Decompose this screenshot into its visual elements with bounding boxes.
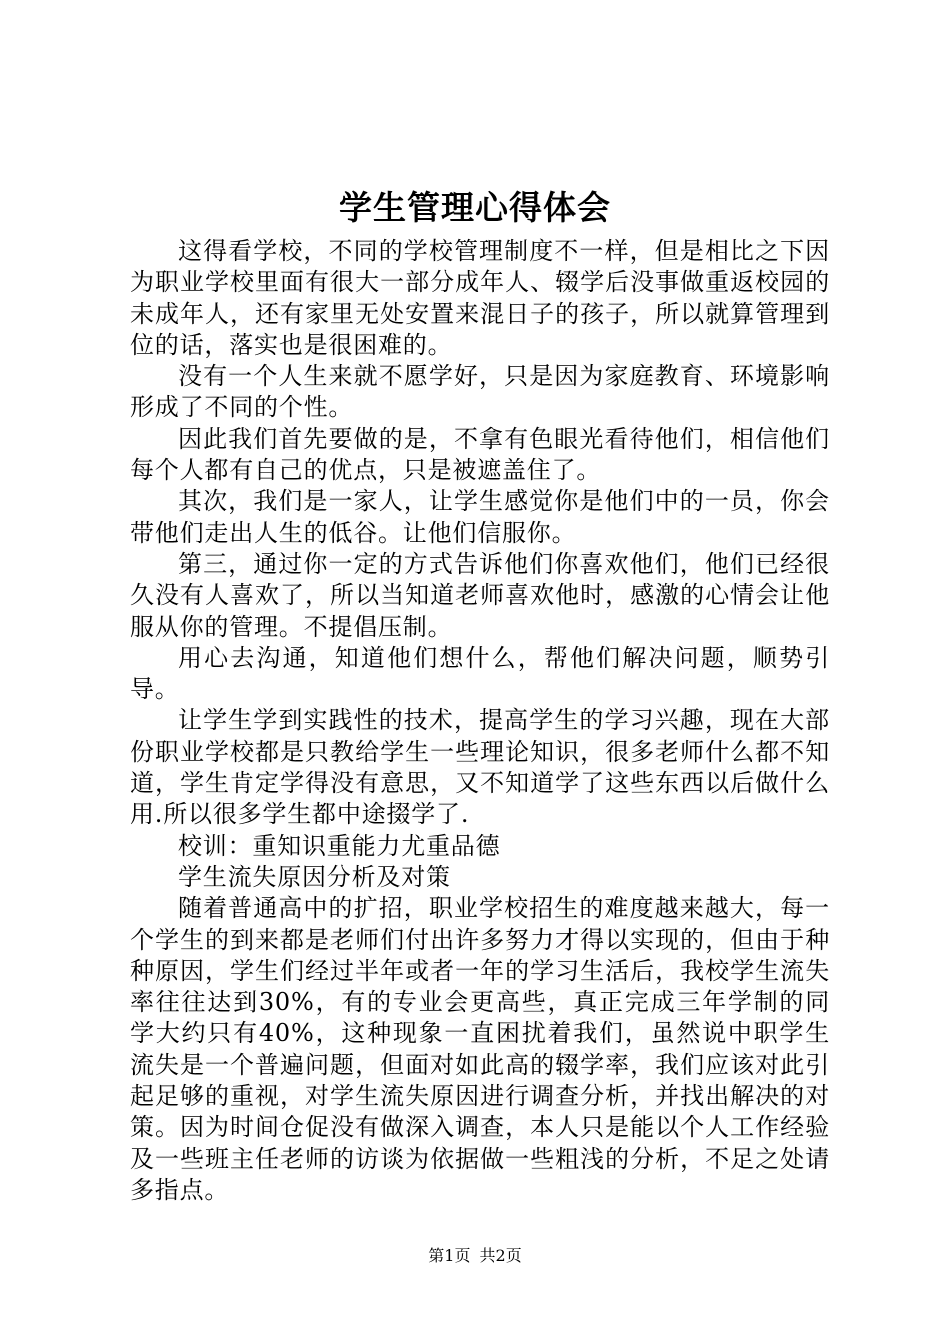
- paragraph: 没有一个人生来就不愿学好，只是因为家庭教育、环境影响形成了不同的个性。: [130, 362, 830, 422]
- paragraph: 用心去沟通，知道他们想什么，帮他们解决问题，顺势引导。: [130, 643, 830, 704]
- section-heading: 学生流失原因分析及对策: [178, 862, 451, 891]
- page-total: 共2页: [479, 1246, 522, 1265]
- document-body: [130, 236, 830, 1206]
- page-footer: [0, 1244, 950, 1268]
- paragraph: 随着普通高中的扩招，职业学校招生的难度越来越大，每一个学生的到来都是老师们付出许多努力才得以实现的，但由于种种原因，学生们经过半年或者一年的学习生活后，我校学生流失率往往达到30%，有的专业会更高些，真正完成三年学制的同学大约只有40%，这种现象一直困扰着我们，虽然说中职学生流失是一个普遍问题，但面对如此高的辍学率，我们应该对此引起足够的重视，对学生流失原因进行调查分析，并找出解决的对策。因为时间仓促没有做深入调查，本人只是能以个人工作经验及一些班主任老师的访谈为依据做一些粗浅的分析，不足之处请多指点。: [130, 894, 830, 1204]
- school-motto: 校训：重知识重能力尤重品德: [178, 831, 501, 860]
- paragraph: 其次，我们是一家人，让学生感觉你是他们中的一员，你会带他们走出人生的低谷。让他们信服你。: [130, 487, 830, 547]
- page-number: 第1页: [428, 1246, 471, 1265]
- paragraph: 第三，通过你一定的方式告诉他们你喜欢他们，他们已经很久没有人喜欢了，所以当知道老师喜欢他时，感激的心情会让他服从你的管理。不提倡压制。: [130, 549, 830, 641]
- paragraph: 让学生学到实践性的技术，提高学生的学习兴趣，现在大部份职业学校都是只教给学生一些理论知识，很多老师什么都不知道，学生肯定学得没有意思，又不知道学了这些东西以后做什么用.所以很多学生都中途掇学了.: [130, 706, 830, 829]
- document-title: 学生管理心得体会: [339, 188, 611, 227]
- paragraph: 因此我们首先要做的是，不拿有色眼光看待他们，相信他们每个人都有自己的优点，只是被遮盖住了。: [130, 424, 830, 485]
- paragraph: 这得看学校，不同的学校管理制度不一样，但是相比之下因为职业学校里面有很大一部分成年人、辍学后没事做重返校园的未成年人，还有家里无处安置来混日子的孩子，所以就算管理到位的话，落实也是很困难的。: [130, 237, 830, 359]
